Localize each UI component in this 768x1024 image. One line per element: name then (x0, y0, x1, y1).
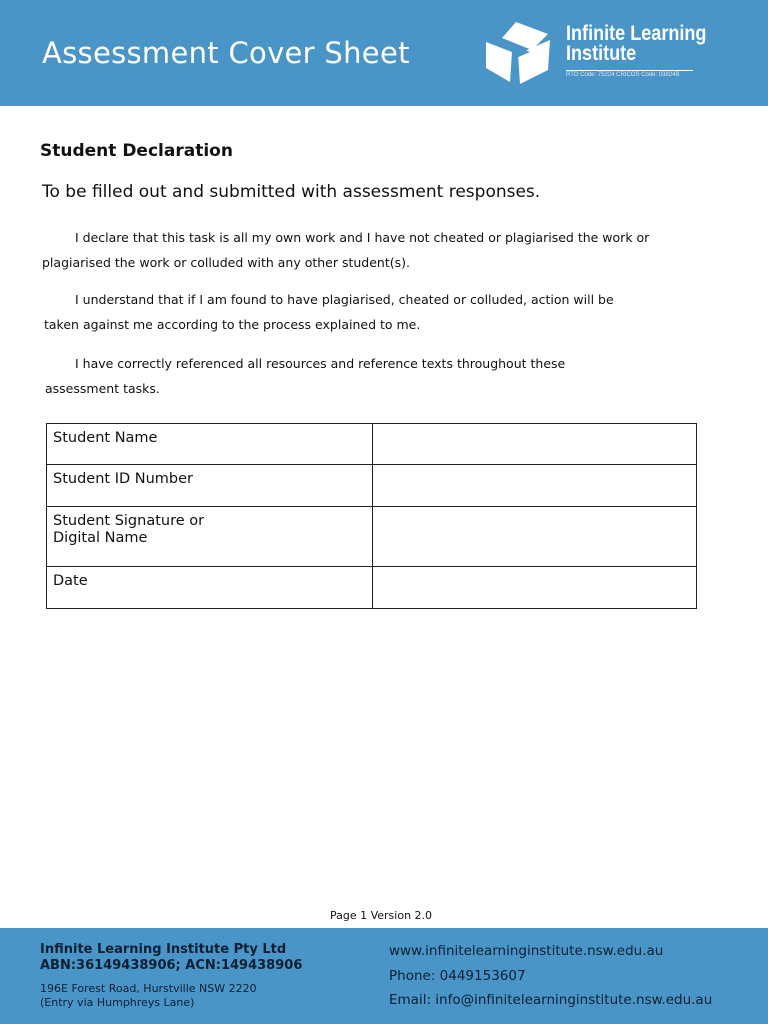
logo-line-2: Institute (566, 42, 637, 65)
declaration-paragraph-2: I understand that if I am found to have plagiarised, cheated or colluded, action will be taken against me according to the process explained to me. (44, 292, 614, 332)
student-name-field[interactable] (373, 424, 697, 465)
company-block (40, 942, 302, 974)
website-link[interactable]: www.infinitelearninginstitute.nsw.edu.au (389, 943, 664, 959)
signature-label: Student Signature or Digital Name (47, 507, 373, 567)
logo-line-1: Infinite Learning (566, 22, 707, 45)
footer-banner (0, 928, 768, 1024)
declaration-heading: Student Declaration (40, 141, 233, 161)
logo-wordmark (566, 24, 706, 64)
cube-logo-icon (482, 20, 554, 86)
page-version-label: Page 1 Version 2.0 (329, 909, 433, 922)
company-name: Infinite Learning Institute Pty Ltd (40, 942, 287, 957)
student-id-field[interactable] (373, 465, 697, 507)
declaration-subtitle: To be filled out and submitted with assessment responses. (42, 182, 541, 202)
table-row (47, 567, 697, 609)
table-row (47, 507, 697, 567)
student-name-label: Student Name (47, 424, 373, 465)
declaration-paragraph-3: I have correctly referenced all resources and reference texts throughout these assessment tasks. (45, 356, 566, 396)
declaration-paragraph-1: I declare that this task is all my own work and I have not cheated or plagiarised the work or plagiarised the work or colluded with any other student(s). (42, 230, 650, 270)
logo-divider (566, 70, 693, 71)
phone-number: Phone: 0449153607 (389, 967, 526, 984)
table-row (47, 424, 697, 465)
student-id-label: Student ID Number (47, 465, 373, 507)
address-block (40, 982, 257, 1010)
contact-block (389, 939, 712, 1013)
rto-cricos-code: RTO Code: 75224 CRICOS Code: 03824B (566, 72, 680, 78)
date-label: Date (47, 567, 373, 609)
address-line-2: (Entry via Humphreys Lane) (40, 996, 195, 1009)
table-row (47, 465, 697, 507)
address-line-1: 196E Forest Road, Hurstville NSW 2220 (40, 982, 257, 995)
date-field[interactable] (373, 567, 697, 609)
page-title: Assessment Cover Sheet (42, 36, 410, 70)
student-details-table (46, 423, 697, 609)
header-banner (0, 0, 768, 106)
email-link[interactable]: Email: info@infinitelearninginstitute.nsw.edu.au (389, 992, 713, 1008)
signature-field[interactable] (373, 507, 697, 567)
company-abn: ABN:36149438906; ACN:149438906 (40, 958, 303, 973)
